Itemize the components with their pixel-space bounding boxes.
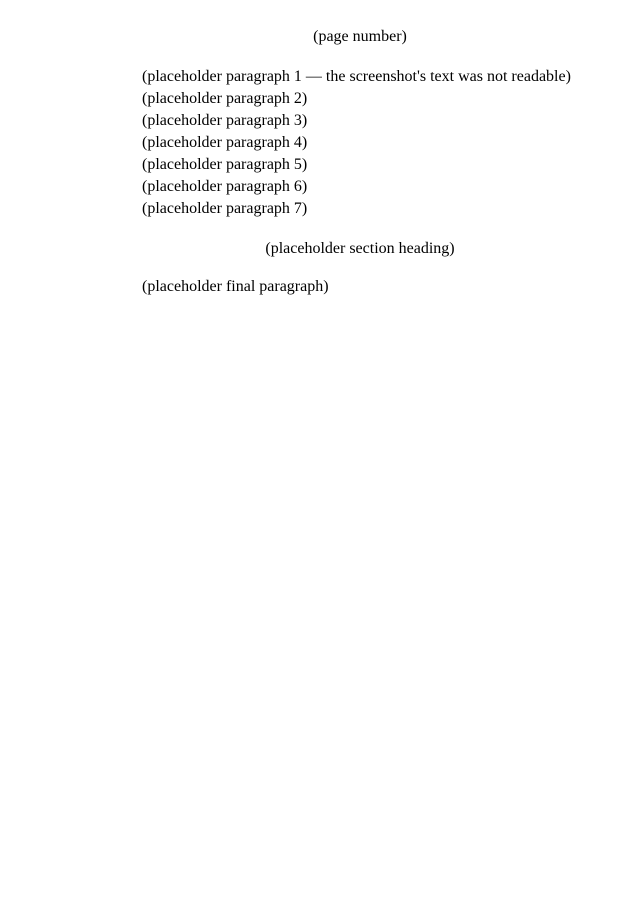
paragraph: (placeholder paragraph 7) [142,200,308,217]
paragraph: (placeholder paragraph 4) [142,134,308,151]
paragraph: (placeholder paragraph 5) [142,156,308,173]
section-heading: (placeholder section heading) [265,240,455,257]
paragraph: (placeholder paragraph 6) [142,178,308,195]
page-number: (page number) [313,28,407,45]
paragraph: (placeholder paragraph 2) [142,90,308,107]
paragraph: (placeholder paragraph 3) [142,112,308,129]
paragraph: (placeholder paragraph 1 — the screenshot's text was not readable) [142,68,571,85]
paragraph: (placeholder final paragraph) [142,278,329,295]
